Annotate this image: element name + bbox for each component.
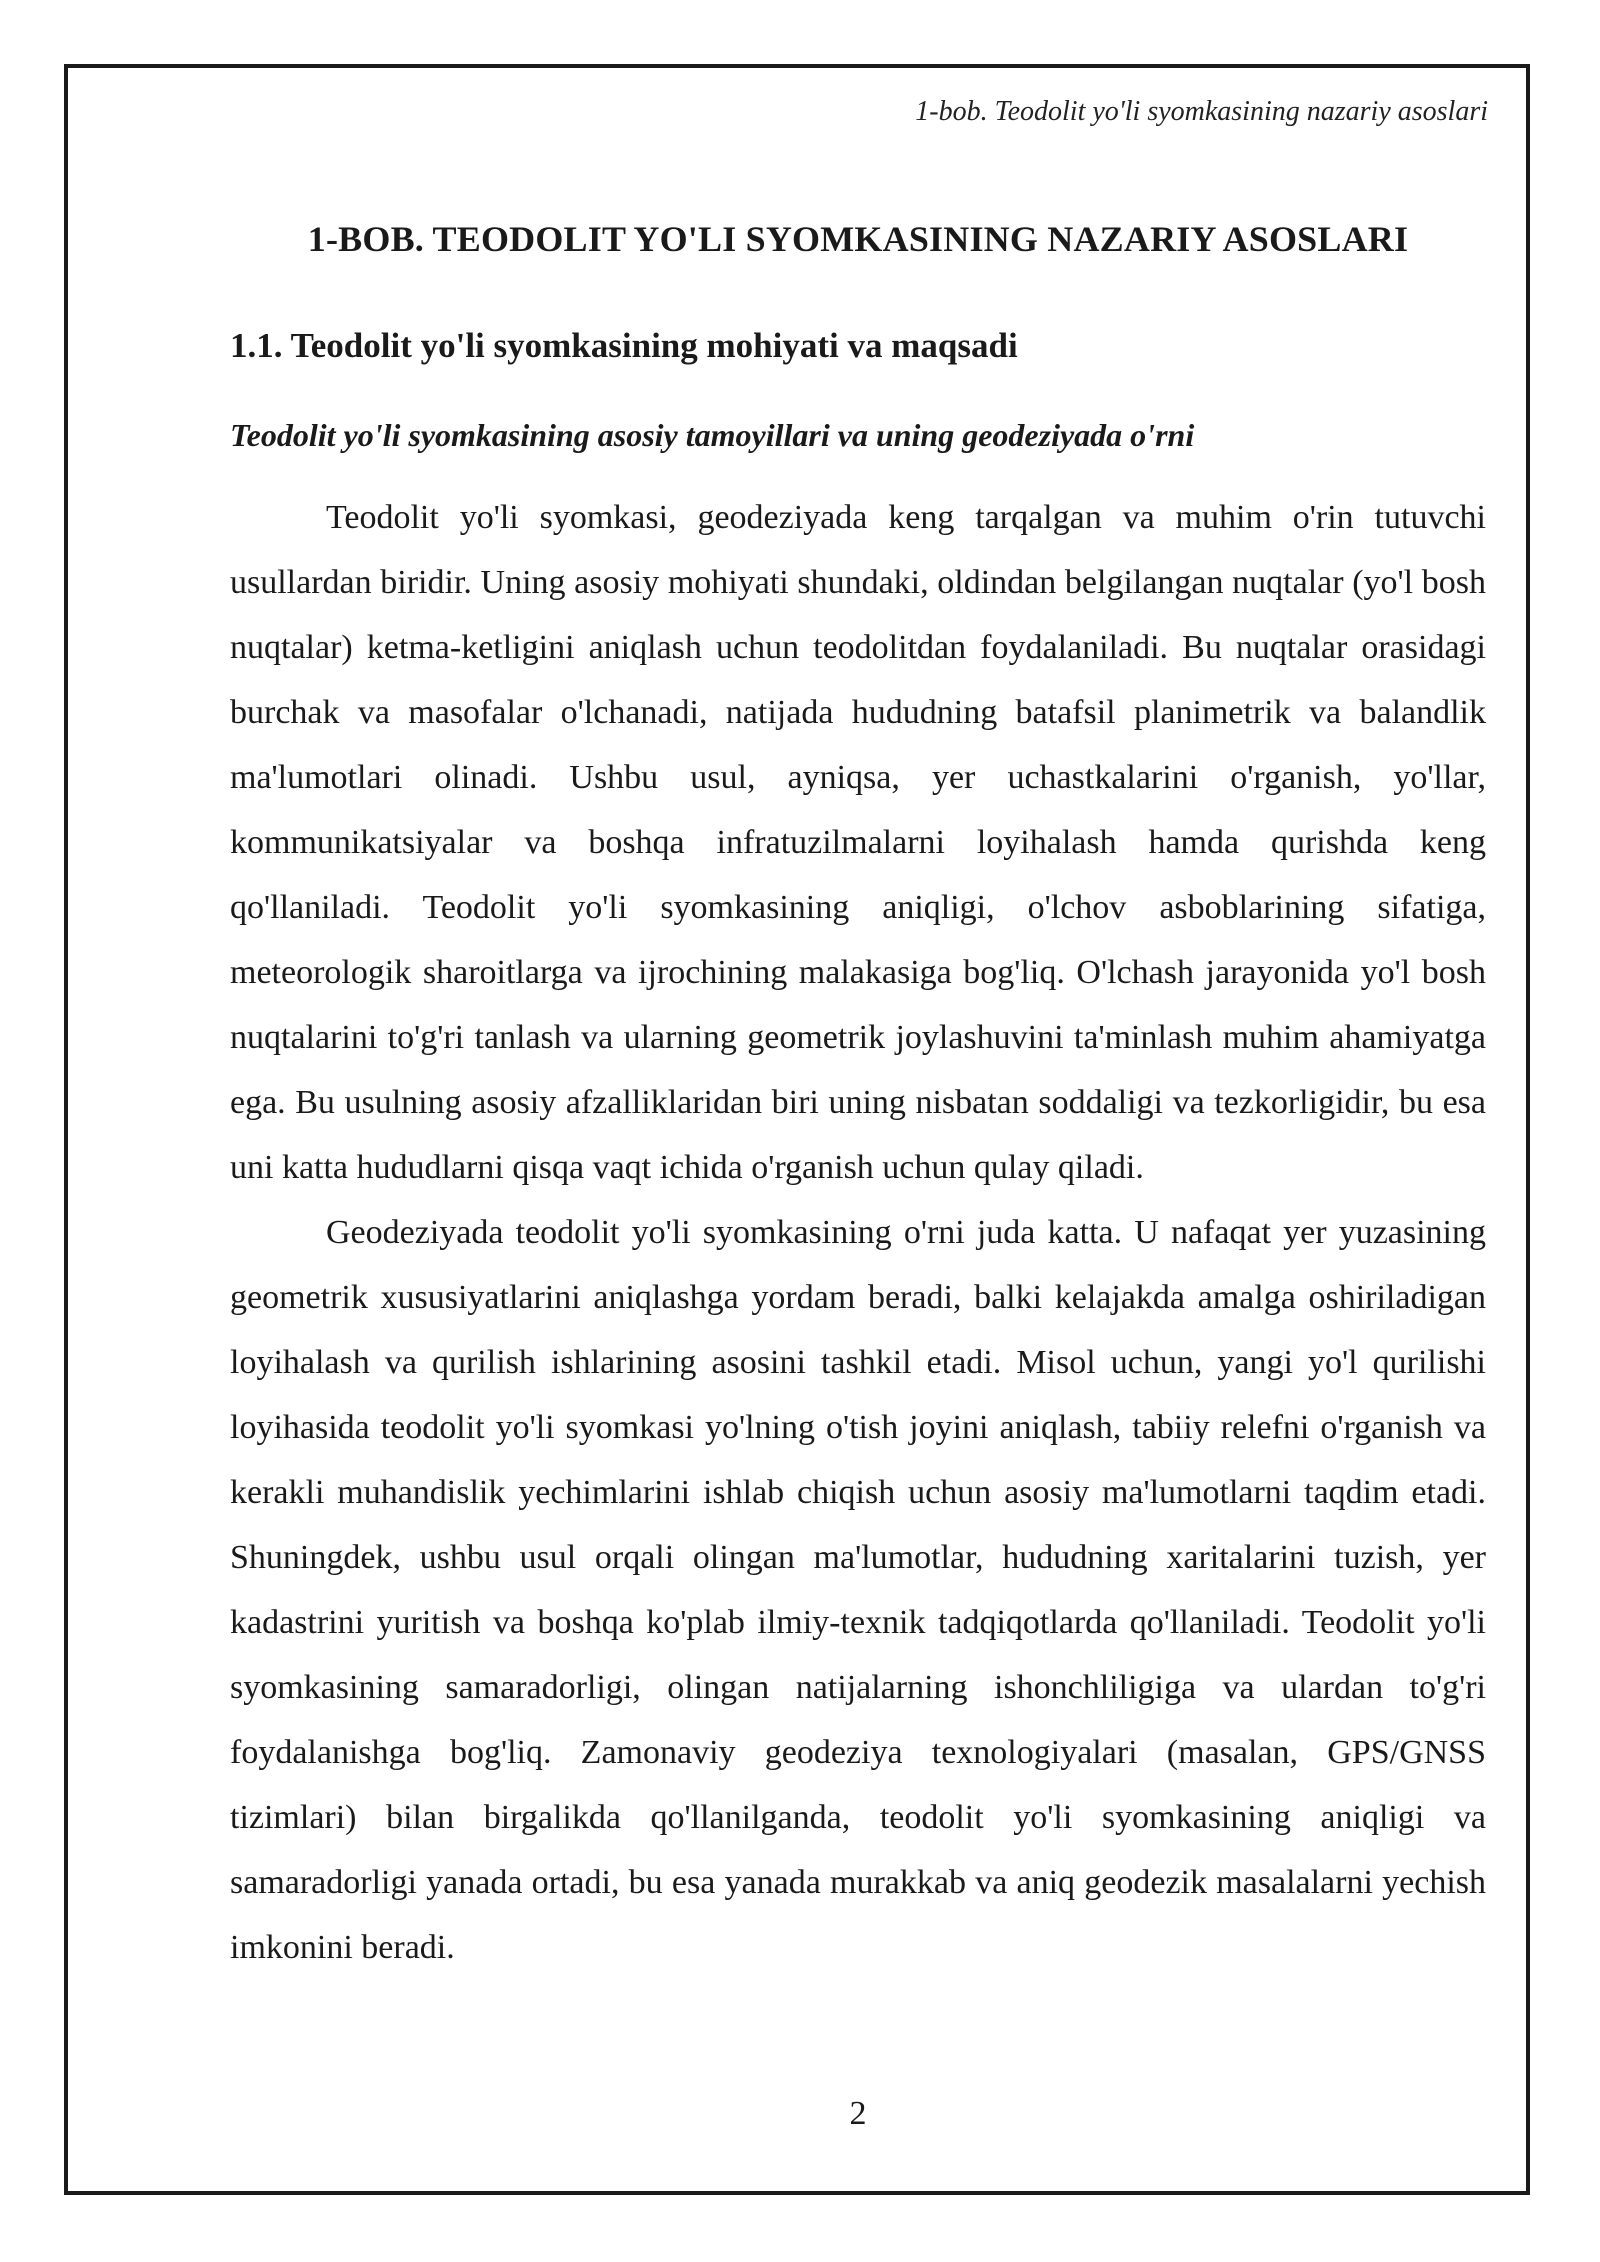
paragraph: Teodolit yo'li syomkasi, geodeziyada keng tarqalgan va muhim o'rin tutuvchi usullardan biridir. Uning asosiy mohiyati shundaki, oldindan belgilangan nuqtalar (yo'l bosh nuqtalar) ketma-ketligini aniqlash uchun teodolitdan foydalaniladi. Bu nuqtalar orasidagi burchak va masofalar o'lchanadi, natijada hududning batafsil planimetrik va balandlik ma'lumotlari olinadi. Ushbu usul, ayniqsa, yer uchastkalarini o'rganish, yo'llar, kommunikatsiyalar va boshqa infratuzilmalarni loyihalash hamda qurishda keng qo'llaniladi. Teodolit yo'li syomkasining aniqligi, o'lchov asboblarining sifatiga, meteorologik sharoitlarga va ijrochining malakasiga bog'liq. O'lchash jarayonida yo'l bosh nuqtalarini to'g'ri tanlash va ularning geometrik joylashuvini ta'minlash muhim ahamiyatga ega. Bu usulning asosiy afzalliklaridan biri uning nisbatan soddaligi va tezkorligidir, bu esa uni katta hududlarni qisqa vaqt ichida o'rganish uchun qulay qiladi. [230,499,1486,1186]
subsection-title: Teodolit yo'li syomkasining asosiy tamoyillari va uning geodeziyada o'rni [230,417,1195,453]
paragraph: Geodeziyada teodolit yo'li syomkasining o'rni juda katta. U nafaqat yer yuzasining geometrik xususiyatlarini aniqlashga yordam beradi, balki kelajakda amalga oshiriladigan loyihalash va qurilish ishlarining asosini tashkil etadi. Misol uchun, yangi yo'l qurilishi loyihasida teodolit yo'li syomkasi yo'lning o'tish joyini aniqlash, tabiiy relefni o'rganish va kerakli muhandislik yechimlarini ishlab chiqish uchun asosiy ma'lumotlarni taqdim etadi. Shuningdek, ushbu usul orqali olingan ma'lumotlar, hududning xaritalarini tuzish, yer kadastrini yuritish va boshqa ko'plab ilmiy-texnik tadqiqotlarda qo'llaniladi. Teodolit yo'li syomkasining samaradorligi, olingan natijalarning ishonchliligiga va ulardan to'g'ri foydalanishga bog'liq. Zamonaviy geodeziya texnologiyalari (masalan, GPS/GNSS tizimlari) bilan birgalikda qo'llanilganda, teodolit yo'li syomkasining aniqligi va samaradorligi yanada ortadi, bu esa yanada murakkab va aniq geodezik masalalarni yechish imkonini beradi. [230,1214,1486,1966]
running-header: 1-bob. Teodolit yo'li syomkasining nazariy asoslari [915,96,1488,127]
body-text [230,485,1486,1980]
page-number: 2 [849,2095,867,2132]
chapter-title: 1-BOB. TEODOLIT YO'LI SYOMKASINING NAZARIY ASOSLARI [307,219,1409,259]
section-title: 1.1. Teodolit yo'li syomkasining mohiyati va maqsadi [230,326,1018,365]
